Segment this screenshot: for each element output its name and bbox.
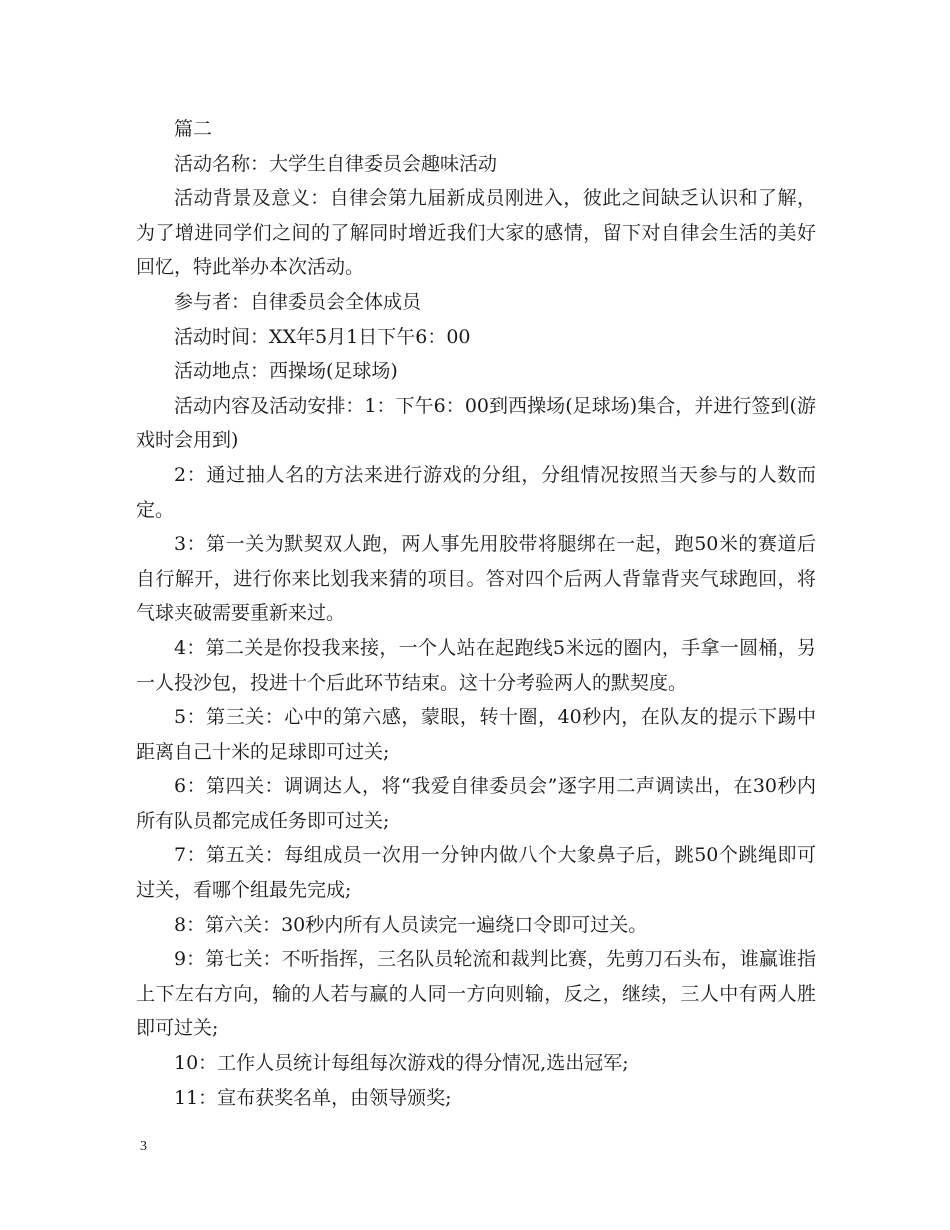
document-body [136,112,816,1115]
activity-schedule-step-5: 5：第三关：心中的第六感，蒙眼，转十圈，40秒内，在队友的提示下踢中距离自己十米的足球即可过关; [136,706,816,763]
activity-schedule-step-7: 7：第五关：每组成员一次用一分钟内做八个大象鼻子后，跳50个跳绳即可过关，看哪个组最先完成; [136,844,816,902]
activity-schedule-step-10: 10：工作人员统计每组每次游戏的得分情况,选出冠军; [174,1052,629,1075]
section-heading: 篇二 [174,118,213,140]
activity-schedule-step-1: 活动内容及活动安排：1：下午6：00到西操场(足球场)集合，并进行签到(游戏时会用到) [136,394,816,452]
participants: 参与者：自律委员会全体成员 [174,290,422,313]
activity-schedule-step-6: 6：第四关：调调达人，将“我爱自律委员会”逐字用二声调读出，在30秒内所有队员都完成任务即可过关; [136,775,816,832]
activity-location: 活动地点：西操场(足球场) [174,360,398,383]
activity-schedule-step-9: 9：第七关：不听指挥，三名队员轮流和裁判比赛，先剪刀石头布，谁赢谁指上下左右方向，输的人若与赢的人同一方向则输，反之，继续，三人中有两人胜即可过关; [136,948,816,1040]
activity-time: 活动时间：XX年5月1日下午6：00 [174,325,471,348]
activity-background: 活动背景及意义：自律会第九届新成员刚进入，彼此之间缺乏认识和了解，为了增进同学们之间的了解同时增近我们大家的感情，留下对自律会生活的美好回忆，特此举办本次活动。 [136,187,816,279]
activity-schedule-step-11: 11：宣布获奖名单，由领导颁奖; [174,1086,452,1109]
activity-schedule-step-4: 4：第二关是你投我来接，一个人站在起跑线5米远的圈内，手拿一圆桶，另一人投沙包，投进十个后此环节结束。这十分考验两人的默契度。 [136,636,816,694]
activity-schedule-step-3: 3：第一关为默契双人跑，两人事先用胶带将腿绑在一起，跑50米的赛道后自行解开，进行你来比划我来猜的项目。答对四个后两人背靠背夹气球跑回，将气球夹破需要重新来过。 [136,533,816,625]
activity-schedule-step-2: 2：通过抽人名的方法来进行游戏的分组，分组情况按照当天参与的人数而定。 [136,463,816,521]
activity-name: 活动名称：大学生自律委员会趣味活动 [174,152,498,175]
page-number: 3 [140,1139,147,1154]
activity-schedule-step-8: 8：第六关：30秒内所有人员读完一遍绕口令即可过关。 [174,913,648,936]
